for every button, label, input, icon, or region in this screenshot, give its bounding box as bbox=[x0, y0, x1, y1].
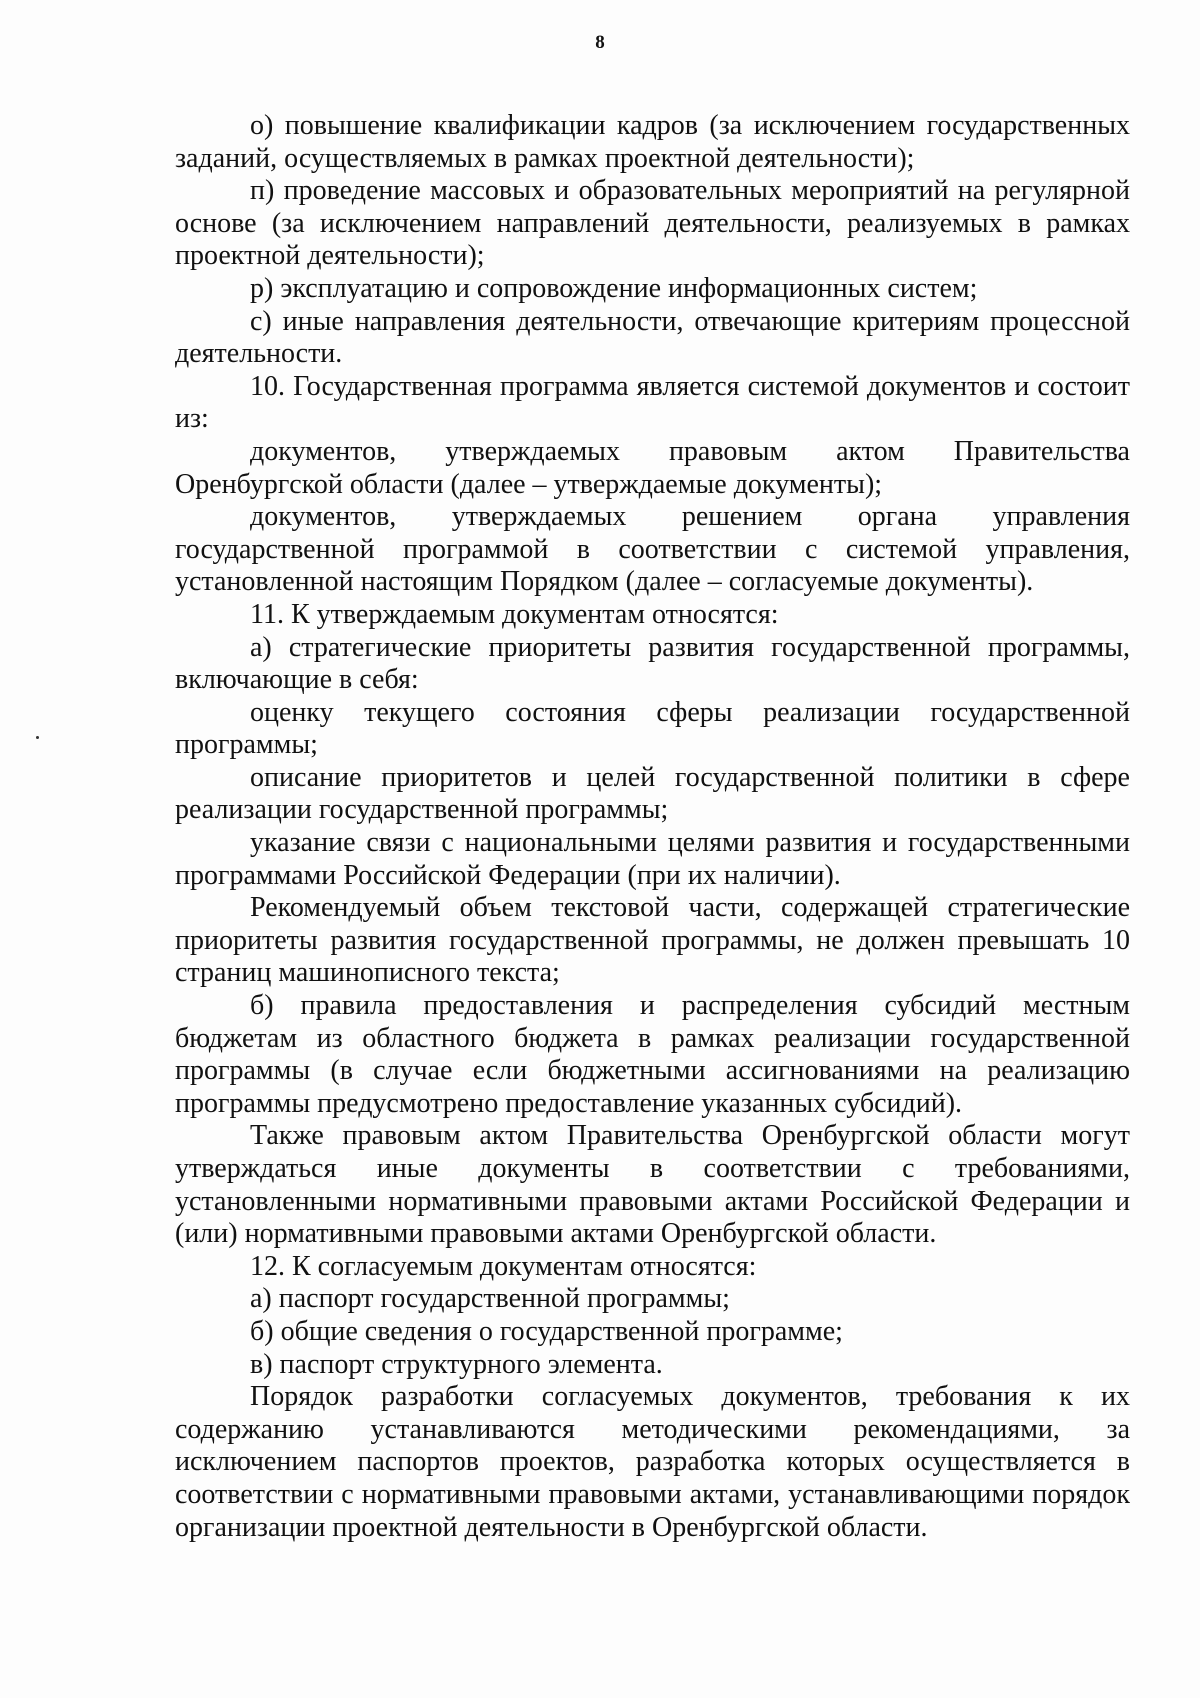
paragraph: с) иные направления деятельности, отвечающие критериям процессной деятельности. bbox=[175, 305, 1130, 370]
paragraph: б) общие сведения о государственной программе; bbox=[250, 1315, 843, 1347]
paragraph: 10. Государственная программа является системой документов и состоит из: bbox=[175, 370, 1130, 435]
paragraph: Рекомендуемый объем текстовой части, содержащей стратегические приоритеты развития государственной программы, не должен превышать 10 страниц машинописного текста; bbox=[175, 892, 1130, 989]
paragraph: а) паспорт государственной программы; bbox=[250, 1283, 730, 1315]
paragraph: оценку текущего состояния сферы реализации государственной программы; bbox=[175, 696, 1130, 761]
paragraph: описание приоритетов и целей государственной политики в сфере реализации государственной программы; bbox=[175, 761, 1130, 826]
paragraph: п) проведение массовых и образовательных мероприятий на регулярной основе (за исключением направлений деятельности, реализуемых в рамках проектной деятельности); bbox=[175, 175, 1130, 272]
paragraph: б) правила предоставления и распределения субсидий местным бюджетам из областного бюджета в рамках реализации государственной программы (в случае если бюджетными ассигнованиями на реализацию программы предусмотрено предоставление указанных субсидий). bbox=[175, 990, 1130, 1119]
paragraph: указание связи с национальными целями развития и государственными программами Российской Федерации (при их наличии). bbox=[175, 827, 1130, 891]
page-number: 8 bbox=[595, 32, 605, 53]
paragraph: р) эксплуатацию и сопровождение информационных систем; bbox=[250, 272, 978, 304]
paragraph: Также правовым актом Правительства Оренбургской области могут утверждаться иные документы в соответствии с требованиями, установленными нормативными правовыми актами Российской Федерации и (или) нормативными правовыми актами Оренбургской области. bbox=[175, 1120, 1130, 1250]
paragraph: 12. К согласуемым документам относятся: bbox=[250, 1250, 757, 1282]
paragraph: Порядок разработки согласуемых документов, требования к их содержанию устанавливаются методическими рекомендациями, за исключением паспортов проектов, разработка которых осуществляется в соответствии с нормативными правовыми актами, устанавливающими порядок организации проектной деятельности в Оренбургской области. bbox=[175, 1381, 1130, 1543]
paragraph: о) повышение квалификации кадров (за исключением государственных заданий, осуществляемых в рамках проектной деятельности); bbox=[175, 110, 1130, 174]
paragraph: в) паспорт структурного элемента. bbox=[250, 1348, 663, 1380]
paragraph: документов, утверждаемых правовым актом Правительства Оренбургской области (далее – утверждаемые документы); bbox=[175, 435, 1130, 500]
paragraph: а) стратегические приоритеты развития государственной программы, включающие в себя: bbox=[175, 631, 1130, 696]
paragraph: документов, утверждаемых решением органа управления государственной программой в соответствии с системой управления, установленной настоящим Порядком (далее – согласуемые документы). bbox=[175, 501, 1130, 598]
paragraph: 11. К утверждаемым документам относятся: bbox=[250, 598, 779, 630]
document-body bbox=[175, 110, 1130, 1544]
scan-speck bbox=[36, 736, 39, 739]
